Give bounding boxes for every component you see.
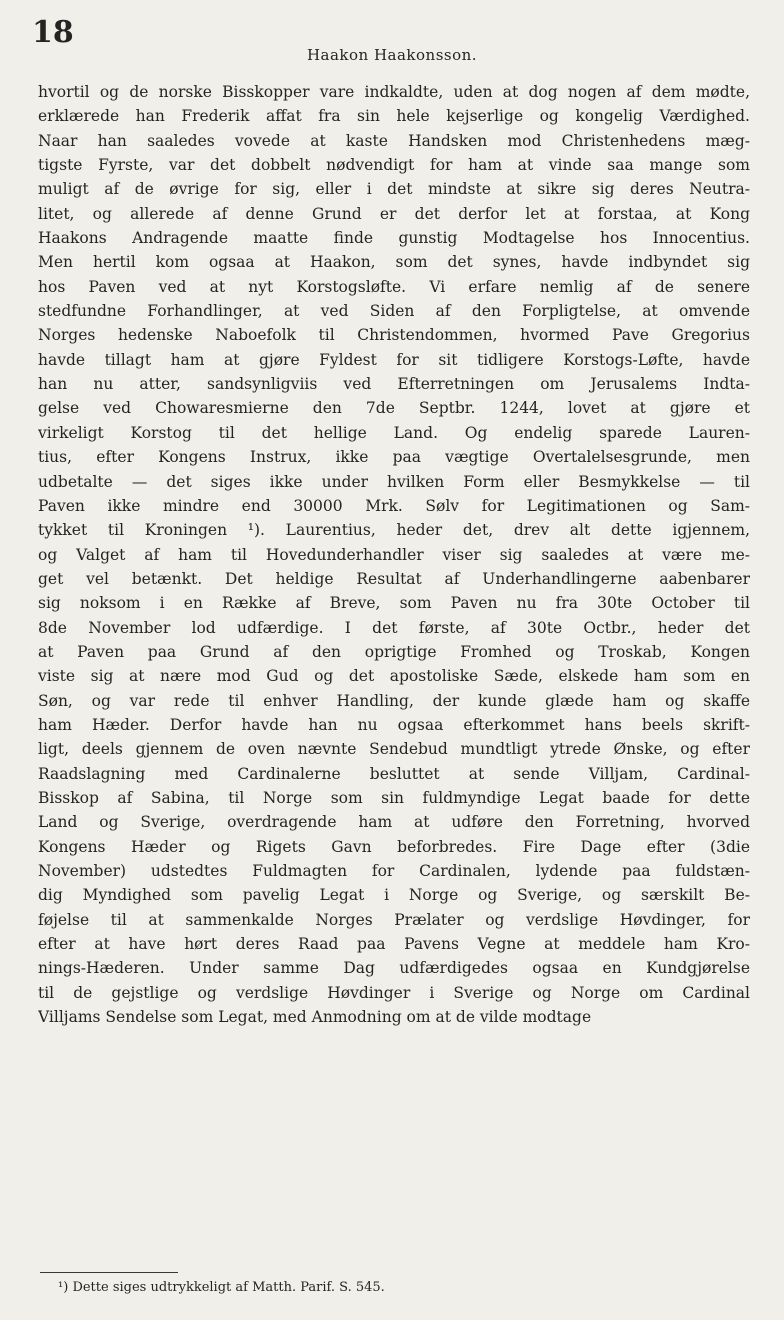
text-line: tigste Fyrste, var det dobbelt nødvendigt for ham at vinde saa mange som xyxy=(38,156,750,175)
running-title: Haakon Haakonsson. xyxy=(306,46,478,64)
text-line: efter at have hørt deres Raad paa Pavens Vegne at meddele ham Kro- xyxy=(38,935,750,954)
text-line: føjelse til at sammenkalde Norges Prælater og verdslige Høvdinger, for xyxy=(38,910,750,929)
text-line: hos Paven ved at nyt Korstogsløfte. Vi erfare nemlig af de senere xyxy=(38,277,750,296)
page-header xyxy=(32,15,752,64)
text-line: udbetalte — det siges ikke under hvilken Form eller Besmykkelse — til xyxy=(38,472,750,491)
text-line: Land og Sverige, overdragende ham at udføre den Forretning, hvorved xyxy=(38,813,750,832)
footnote-marker: ¹) xyxy=(58,1280,69,1295)
text-line: hvortil og de norske Bisskopper vare indkaldte, uden at dog nogen af dem mødte, xyxy=(38,83,750,101)
text-line: litet, og allerede af denne Grund er det derfor let at forstaa, at Kong xyxy=(38,204,750,223)
text-line: Søn, og var rede til enhver Handling, der kunde glæde ham og skaffe xyxy=(38,691,750,710)
footnote-divider xyxy=(40,1272,178,1273)
footnote-text: Dette siges udtrykkeligt af Matth. Parif. S. 545. xyxy=(72,1280,385,1295)
text-line: Raadslagning med Cardinalerne besluttet at sende Villjam, Cardinal- xyxy=(38,764,750,783)
text-line: stedfundne Forhandlinger, at ved Siden af den Forpligtelse, at omvende xyxy=(38,302,750,321)
text-line: Bisskop af Sabina, til Norge som sin fuldmyndige Legat baade for dette xyxy=(38,788,750,807)
text-line: og Valget af ham til Hovedunderhandler viser sig saaledes at være me- xyxy=(38,545,750,564)
text-line: tius, efter Kongens Instrux, ikke paa vægtige Overtalelsesgrunde, men xyxy=(38,448,750,467)
text-line: til de gejstlige og verdslige Høvdinger i Sverige og Norge om Cardinal xyxy=(38,983,750,1002)
text-line: dig Myndighed som pavelig Legat i Norge og Sverige, og særskilt Be- xyxy=(38,886,750,905)
text-line: han nu atter, sandsynligviis ved Efterretningen om Jerusalems Indta- xyxy=(38,375,750,394)
text-line: ligt, deels gjennem de oven nævnte Sendebud mundtligt ytrede Ønske, og efter xyxy=(38,740,750,759)
text-line: Paven ikke mindre end 30000 Mrk. Sølv for Legitimationen og Sam- xyxy=(38,496,750,515)
text-line: November) udstedtes Fuldmagten for Cardinalen, lydende paa fuldstæn- xyxy=(38,862,750,880)
text-line: gelse ved Chowaresmierne den 7de Septbr. 1244, lovet at gjøre et xyxy=(38,399,750,418)
footnote xyxy=(58,1279,738,1297)
text-line: sig noksom i en Række af Breve, som Paven nu fra 30te October til xyxy=(38,594,750,613)
text-line: Villjams Sendelse som Legat, med Anmodning om at de vilde modtage xyxy=(38,1008,592,1027)
text-line: tykket til Kroningen ¹). Laurentius, heder det, drev alt dette igjennem, xyxy=(38,521,750,540)
text-line: virkeligt Korstog til det hellige Land. Og endelig sparede Lauren- xyxy=(38,423,750,442)
text-line: muligt af de øvrige for sig, eller i det mindste at sikre sig deres Neutra- xyxy=(38,180,750,199)
text-line: 8de November lod udfærdige. I det første, af 30te Octbr., heder det xyxy=(38,618,750,637)
text-line: Naar han saaledes vovede at kaste Handsken mod Christenhedens mæg- xyxy=(38,131,750,150)
body-text xyxy=(38,80,750,1029)
text-line: at Paven paa Grund af den oprigtige Fromhed og Troskab, Kongen xyxy=(38,642,750,661)
text-line: Men hertil kom ogsaa at Haakon, som det synes, havde indbyndet sig xyxy=(38,253,750,272)
text-line: havde tillagt ham at gjøre Fyldest for sit tidligere Korstogs-Løfte, havde xyxy=(38,350,750,369)
text-line: erklærede han Frederik affat fra sin hele kejserlige og kongelig Værdighed. xyxy=(38,107,750,126)
text-line: Haakons Andragende maatte finde gunstig Modtagelse hos Innocentius. xyxy=(38,229,750,248)
text-line: get vel betænkt. Det heldige Resultat af Underhandlingerne aabenbarer xyxy=(38,569,750,588)
text-line: viste sig at nære mod Gud og det apostoliske Sæde, elskede ham som en xyxy=(38,667,750,686)
text-line: nings-Hæderen. Under samme Dag udfærdigedes ogsaa en Kundgjørelse xyxy=(38,959,750,978)
text-line: Kongens Hæder og Rigets Gavn beforbredes. Fire Dage efter (3die xyxy=(38,837,750,856)
page-number: 18 xyxy=(32,15,74,50)
text-line: Norges hedenske Naboefolk til Christendommen, hvormed Pave Gregorius xyxy=(38,326,750,345)
text-line: ham Hæder. Derfor havde han nu ogsaa efterkommet hans beels skrift- xyxy=(38,715,750,734)
